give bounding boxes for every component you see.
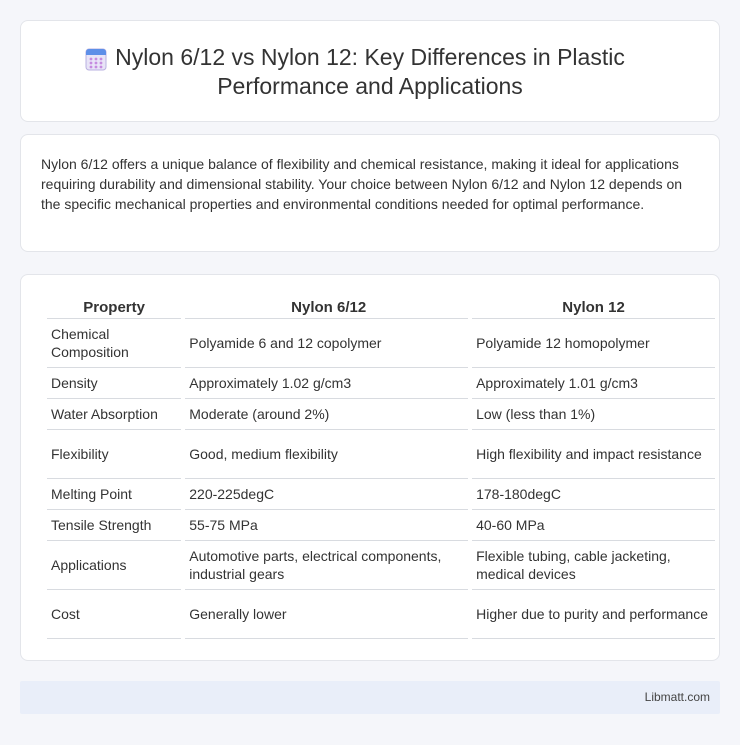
property-cell: Tensile Strength (47, 510, 181, 541)
nylon-6-12-cell: Automotive parts, electrical components, industrial gears (185, 541, 468, 590)
nylon-12-cell: 178-180degC (472, 479, 715, 510)
table-row (47, 368, 715, 399)
column-header-property: Property (47, 293, 181, 319)
column-header-nylon-12: Nylon 12 (472, 293, 715, 319)
property-cell: Water Absorption (47, 399, 181, 430)
nylon-12-cell: Higher due to purity and performance (472, 590, 715, 639)
table-row (47, 541, 715, 590)
property-cell: Applications (47, 541, 181, 590)
table-row (47, 430, 715, 479)
property-cell: Flexibility (47, 430, 181, 479)
intro-card (20, 134, 720, 252)
nylon-6-12-cell: 55-75 MPa (185, 510, 468, 541)
comparison-table-card (20, 274, 720, 661)
nylon-6-12-cell: Generally lower (185, 590, 468, 639)
nylon-6-12-cell: Approximately 1.02 g/cm3 (185, 368, 468, 399)
nylon-12-cell: Approximately 1.01 g/cm3 (472, 368, 715, 399)
table-row (47, 510, 715, 541)
table-row (47, 590, 715, 639)
title-card (20, 20, 720, 122)
table-header-row (47, 293, 715, 319)
nylon-12-cell: Flexible tubing, cable jacketing, medical devices (472, 541, 715, 590)
nylon-6-12-cell: Good, medium flexibility (185, 430, 468, 479)
nylon-12-cell: Low (less than 1%) (472, 399, 715, 430)
property-cell: Chemical Composition (47, 319, 181, 368)
table-row (47, 399, 715, 430)
footer-site-link[interactable]: Libmatt.com (644, 690, 710, 704)
comparison-table (43, 293, 719, 639)
column-header-nylon-6-12: Nylon 6/12 (185, 293, 468, 319)
footer (20, 681, 720, 714)
nylon-12-cell: 40-60 MPa (472, 510, 715, 541)
property-cell: Melting Point (47, 479, 181, 510)
property-cell: Cost (47, 590, 181, 639)
nylon-6-12-cell: 220-225degC (185, 479, 468, 510)
table-row (47, 479, 715, 510)
intro-paragraph: Nylon 6/12 offers a unique balance of flexibility and chemical resistance, making it ideal for applications requiring durability and dimensional stability. Your choice between Nylon 6/12 and Nylon 12 depends on the specific mechanical properties and environmental conditions needed for optimal performance. (41, 156, 683, 212)
page-title: Nylon 6/12 vs Nylon 12: Key Differences in Plastic Performance and Applications (115, 44, 625, 99)
nylon-6-12-cell: Moderate (around 2%) (185, 399, 468, 430)
nylon-12-cell: High flexibility and impact resistance (472, 430, 715, 479)
property-cell: Density (47, 368, 181, 399)
table-row (47, 319, 715, 368)
nylon-12-cell: Polyamide 12 homopolymer (472, 319, 715, 368)
nylon-6-12-cell: Polyamide 6 and 12 copolymer (185, 319, 468, 368)
